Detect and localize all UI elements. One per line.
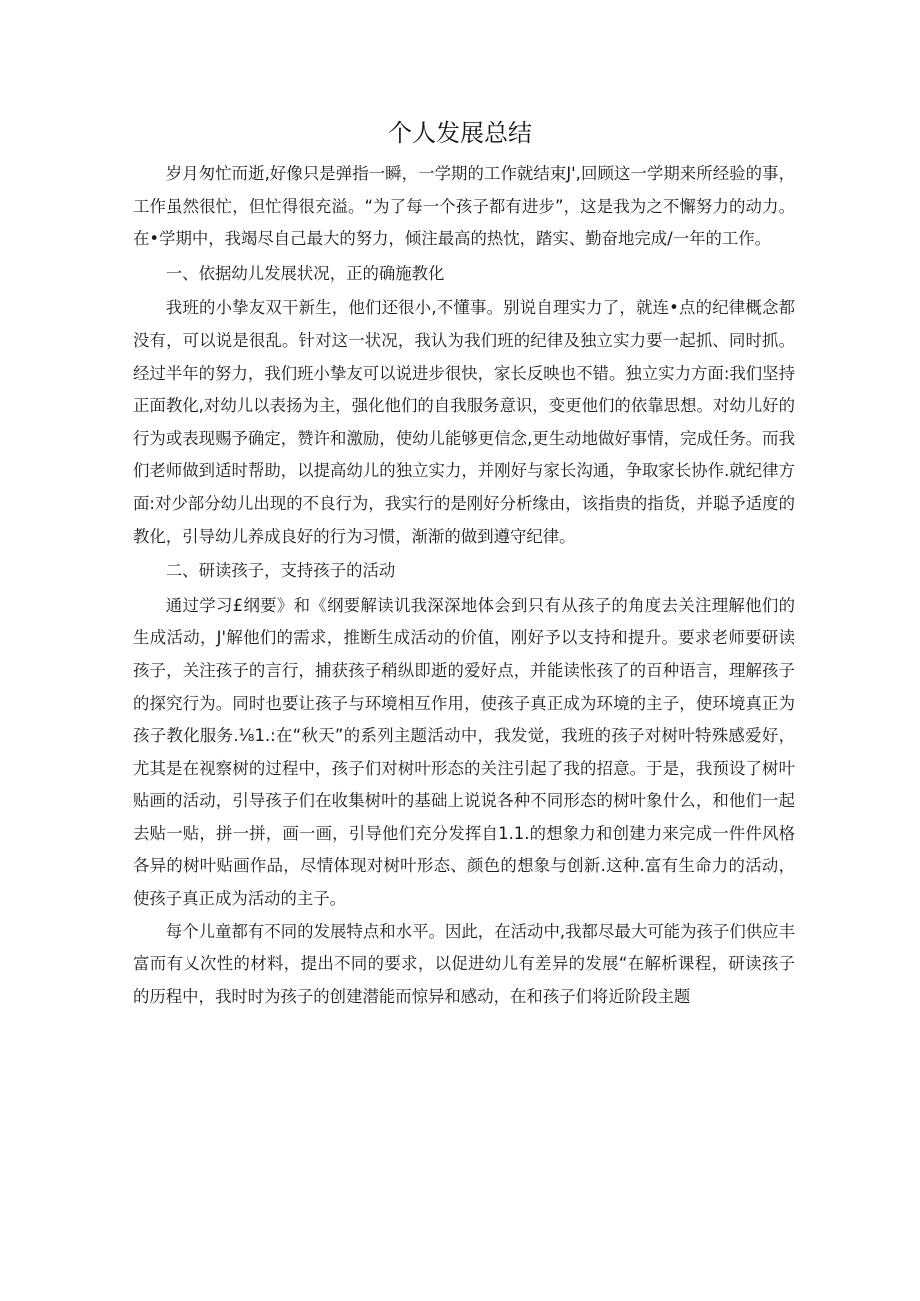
- paragraph-section-2: 通过学习£纲要》和《纲要解读讥我深深地体会到只有从孩子的角度去关注理解他们的生成活动，J'解他们的需求，推断生成活动的价值，刚好予以支持和提升。要求老师要研读孩子，关注孩子的言行，捕获孩子稍纵即逝的爱好点，并能读怅孩了的百种语言，理解孩子的探究行为。同时也要让孩子与环境相互作用，使孩子真正成为环境的主子，使环境真正为孩子教化服务.⅛1.:在“秋天”的系列主题活动中，我发觉，我班的孩子对树叶特殊感爱好，尤其是在视察树的过程中，孩子们对树叶形态的关注引起了我的招意。于是，我预设了树叶贴画的活动，引导孩子们在收集树叶的基础上说说各种不同形态的树叶象什么，和他们一起去贴一贴，拼一拼，画一画，引导他们充分发挥自1.1.的想象力和创建力来完成一件件风格各异的树叶贴画作品，尽情体现对树叶形态、颜色的想象与创新.这种.富有生命力的活动，使孩子真正成为活动的主子。: [133, 595, 795, 909]
- document-title: 个人发展总结: [388, 119, 532, 147]
- paragraph-section-1: 我班的小挚友双干新生，他们还很小,不懂事。别说自理实力了，就连•点的纪律概念都没有，可以说是很乱。针对这一状况，我认为我们班的纪律及独立实力要一起抓、同时抓。经过半年的努力，我们班小挚友可以说进步很快，家长反映也不错。独立实力方面:我们坚持正面教化,对幼儿以表扬为主，强化他们的自我服务意识，变更他们的依靠思想。对幼儿好的行为或表现赐予确定，赞许和激励，使幼儿能够更信念,更生动地做好事情，完成任务。而我们老师做到适时帮助，以提高幼儿的独立实力，并刚好与家长沟通，争取家长协作.就纪律方面:对少部分幼儿出现的不良行为，我实行的是刚好分析缘由，该指贵的指货，并聪予适度的教化，引导幼儿养成良好的行为习惯，渐渐的做到遵守纪律。: [133, 298, 795, 546]
- document-body: [133, 158, 795, 1013]
- paragraph-section-2-continued: 每个儿童都有不同的发展特点和水平。因此，在活动中,我都尽最大可能为孩子们供应丰富而有乂次性的材料，提出不同的要求，以促进幼儿有差异的发展“在解析课程，研读孩子的历程中，我时时为孩子的创建潜能而惊异和感动，在和孩子们将近阶段主题: [133, 921, 795, 1006]
- paragraph-intro: 岁月匆忙而逝,好像只是弹指一瞬，一学期的工作就结束J',回顾这一学期来所经验的事，工作虽然很忙，但忙得很充溢。“为了每一个孩子都有进步”，这是我为之不懈努力的动力。在•学期中，我竭尽自己最大的努力，倾注最高的热忱，踏实、勤奋地完成/一年的工作。: [133, 164, 795, 249]
- section-heading-1: 一、依据幼儿发展状况，正的确施教化: [165, 263, 445, 283]
- section-heading-2: 二、研读孩子，支持孩子的活动: [165, 561, 396, 581]
